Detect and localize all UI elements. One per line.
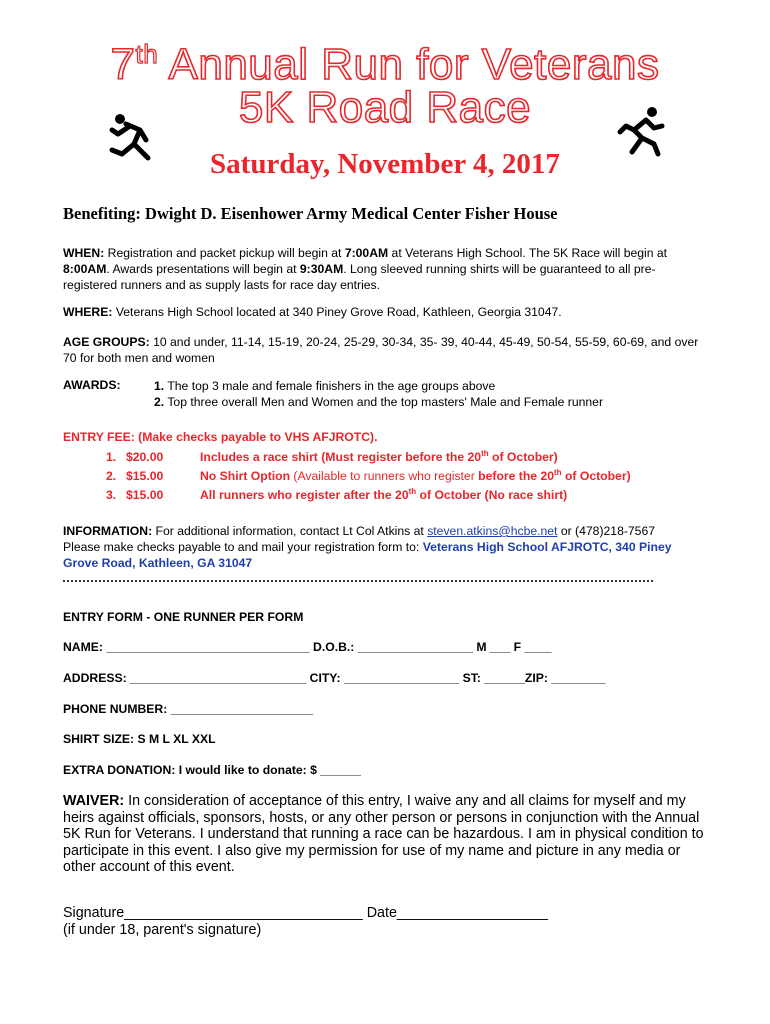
event-title: 7th Annual Run for Veterans: [110, 39, 660, 89]
when-section: WHEN: Registration and packet pickup will begin at 7:00AM at Veterans High School. The 5K Race will begin at 8:00AM. Awards presentations will begin at 9:30AM. Long sleeved running shirts will be guaranteed to all pre-registered runners and as supply lasts for race day entries.: [63, 246, 668, 292]
contact-email-link[interactable]: steven.atkins@hcbe.net: [427, 524, 558, 538]
signature-section[interactable]: [63, 905, 548, 939]
waiver-section: WAIVER: In consideration of acceptance of this entry, I waive any and all claims for myself and my heirs against officials, sponsors, hosts, or any other person or persons in conjunction with the Annual 5K Run for Veterans. I understand that running a race can be hazardous. I am in physical condition to participate in this event. I also give my permission for use of my name and picture in any media or other account of this event.: [63, 793, 704, 875]
signature-note: (if under 18, parent's signature): [63, 922, 262, 938]
name-dob-field-line[interactable]: NAME: ______________________________ D.O.B.: _________________ M ___ F ____: [63, 640, 552, 654]
phone-field-line[interactable]: PHONE NUMBER: _____________________: [63, 702, 313, 716]
signature-date-line: Signature______________________________ Date___________________: [63, 905, 548, 921]
benefiting-line: Benefiting: Dwight D. Eisenhower Army Medical Center Fisher House: [63, 204, 558, 223]
information-section: INFORMATION: For additional information, contact Lt Col Atkins at steven.atkins@hcbe.net or (478)218-7567 Please make checks payable to and mail your registration form to: Veterans High School AFJROTC, 340 Piney Grove Road, Kathleen, GA 31047: [63, 524, 672, 570]
age-groups-section: AGE GROUPS: 10 and under, 11-14, 15-19, 20-24, 25-29, 30-34, 35- 39, 40-44, 45-49, 50-54, 55-59, 60-69, and over 70 for both men and women: [63, 335, 699, 365]
fee-row: 2. $15.00 No Shirt Option (Available to runners who register before the 20th of October): [106, 468, 631, 484]
shirt-size-line[interactable]: SHIRT SIZE: S M L XL XXL: [63, 732, 216, 746]
where-section: WHERE: Veterans High School located at 340 Piney Grove Road, Kathleen, Georgia 31047.: [63, 305, 562, 319]
award-item: 1. The top 3 male and female finishers in the age groups above: [154, 379, 496, 393]
fee-row: 3. $15.00 All runners who register after the 20th of October (No race shirt): [106, 487, 568, 503]
event-subtitle: 5K Road Race: [238, 83, 532, 132]
mailing-address: Veterans High School AFJROTC, 340 Piney Grove Road, Kathleen, GA 31047: [63, 540, 672, 570]
awards-list: [154, 378, 603, 410]
fee-row: 1. $20.00 Includes a race shirt (Must register before the 20th of October): [106, 449, 558, 465]
address-field-line[interactable]: ADDRESS: __________________________ CITY: _________________ ST: ______ZIP: ________: [63, 671, 606, 685]
awards-label: AWARDS:: [63, 378, 121, 392]
entry-fee-heading: ENTRY FEE: (Make checks payable to VHS AFJROTC).: [63, 430, 378, 444]
event-date: Saturday, November 4, 2017: [210, 148, 560, 180]
award-item: 2. Top three overall Men and Women and the top masters' Male and Female runner: [154, 395, 604, 409]
entry-form-heading: ENTRY FORM - ONE RUNNER PER FORM: [63, 610, 304, 624]
cut-line-divider: [63, 580, 653, 584]
donation-field-line[interactable]: EXTRA DONATION: I would like to donate: $ ______: [63, 763, 361, 777]
